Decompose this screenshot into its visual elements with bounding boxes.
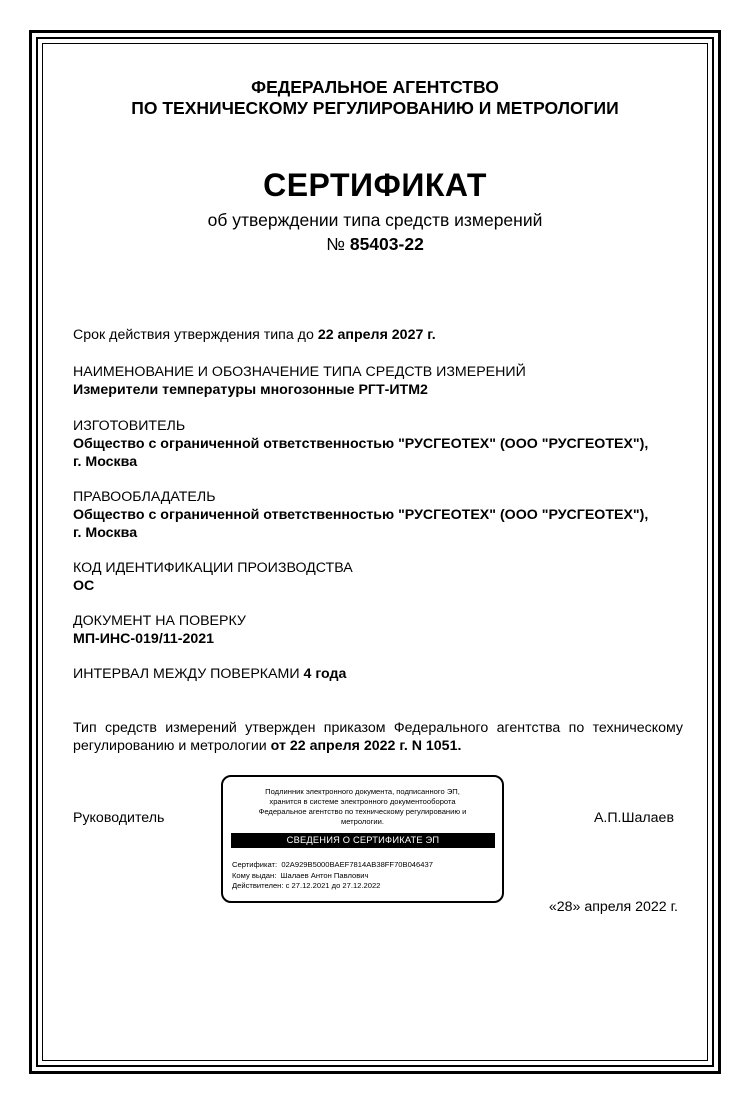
stamp-notice-line: Подлинник электронного документа, подписанного ЭП, <box>265 787 460 796</box>
certificate-number <box>0 234 750 255</box>
number-value: 85403-22 <box>349 234 424 254</box>
section-value: Общество с ограниченной ответственностью "РУСГЕОТЕХ" (ООО "РУСГЕОТЕХ"), <box>73 507 649 523</box>
stamp-notice-line: хранится в системе электронного документооборота <box>269 797 456 806</box>
section-heading: ИЗГОТОВИТЕЛЬ <box>73 418 186 434</box>
stamp-valid-row <box>232 881 433 892</box>
section-manufacturer <box>73 417 683 471</box>
number-prefix: № <box>326 234 345 254</box>
section-value: г. Москва <box>73 525 138 541</box>
interval-value: 4 года <box>303 666 347 682</box>
section-heading: ПРАВООБЛАДАТЕЛЬ <box>73 489 216 505</box>
section-heading: КОД ИДЕНТИФИКАЦИИ ПРОИЗВОДСТВА <box>73 560 353 576</box>
stamp-cert-label: Сертификат: <box>232 860 278 869</box>
issue-date: «28» апреля 2022 г. <box>548 899 678 915</box>
stamp-notice-line: Федеральное агентство по техническому регулированию и <box>258 807 467 816</box>
stamp-certificate-info <box>232 860 433 892</box>
agency-line-1: ФЕДЕРАЛЬНОЕ АГЕНТСТВО <box>251 77 499 97</box>
stamp-issued-value: Шалаев Антон Павлович <box>280 870 369 880</box>
section-value: МП-ИНС-019/11-2021 <box>73 631 215 647</box>
stamp-issued-label: Кому выдан: <box>232 870 277 880</box>
certificate-subtitle: об утверждении типа средств измерений <box>207 210 543 230</box>
section-value: г. Москва <box>73 454 138 470</box>
section-value: Измерители температуры многозонные РГТ-ИТМ2 <box>73 382 428 398</box>
digital-signature-stamp <box>221 775 504 903</box>
validity-date: 22 апреля 2027 г. <box>317 327 436 343</box>
agency-line-2: ПО ТЕХНИЧЕСКОМУ РЕГУЛИРОВАНИЮ И МЕТРОЛОГИИ <box>131 98 619 118</box>
section-type <box>73 363 683 399</box>
section-heading: ДОКУМЕНТ НА ПОВЕРКУ <box>73 613 246 629</box>
stamp-issued-row <box>232 871 433 882</box>
approval-paragraph <box>73 719 683 755</box>
approval-order: от 22 апреля 2022 г. N 1051. <box>270 738 462 754</box>
stamp-cert-value: 02A929B5000BAEF7814AB38FF70B046437 <box>281 860 433 869</box>
validity-text: Срок действия утверждения типа до <box>73 327 314 343</box>
approval-text: Тип средств измерений утвержден приказом Федерального агентства по техническому регулированию и метрологии <box>73 720 683 754</box>
stamp-valid-value: с 27.12.2021 до 27.12.2022 <box>285 881 381 890</box>
interval-label: ИНТЕРВАЛ МЕЖДУ ПОВЕРКАМИ <box>73 666 300 682</box>
section-verification-doc <box>73 612 683 648</box>
stamp-header-bar: СВЕДЕНИЯ О СЕРТИФИКАТЕ ЭП <box>231 833 495 848</box>
stamp-notice-line: метрологии. <box>340 817 385 826</box>
section-production-code <box>73 559 683 595</box>
signatory-role: Руководитель <box>73 810 165 826</box>
section-rightholder <box>73 488 683 542</box>
section-heading: НАИМЕНОВАНИЕ И ОБОЗНАЧЕНИЕ ТИПА СРЕДСТВ ИЗМЕРЕНИЙ <box>73 364 526 380</box>
stamp-valid-label: Действителен: <box>232 881 284 890</box>
stamp-notice <box>223 787 502 827</box>
section-value: ОС <box>73 578 95 594</box>
stamp-cert-row <box>232 860 433 871</box>
certificate-title: СЕРТИФИКАТ <box>263 167 487 203</box>
verification-interval <box>73 665 683 683</box>
section-value: Общество с ограниченной ответственностью "РУСГЕОТЕХ" (ООО "РУСГЕОТЕХ"), <box>73 436 649 452</box>
signatory-name: А.П.Шалаев <box>593 810 674 826</box>
validity-line <box>73 326 683 344</box>
